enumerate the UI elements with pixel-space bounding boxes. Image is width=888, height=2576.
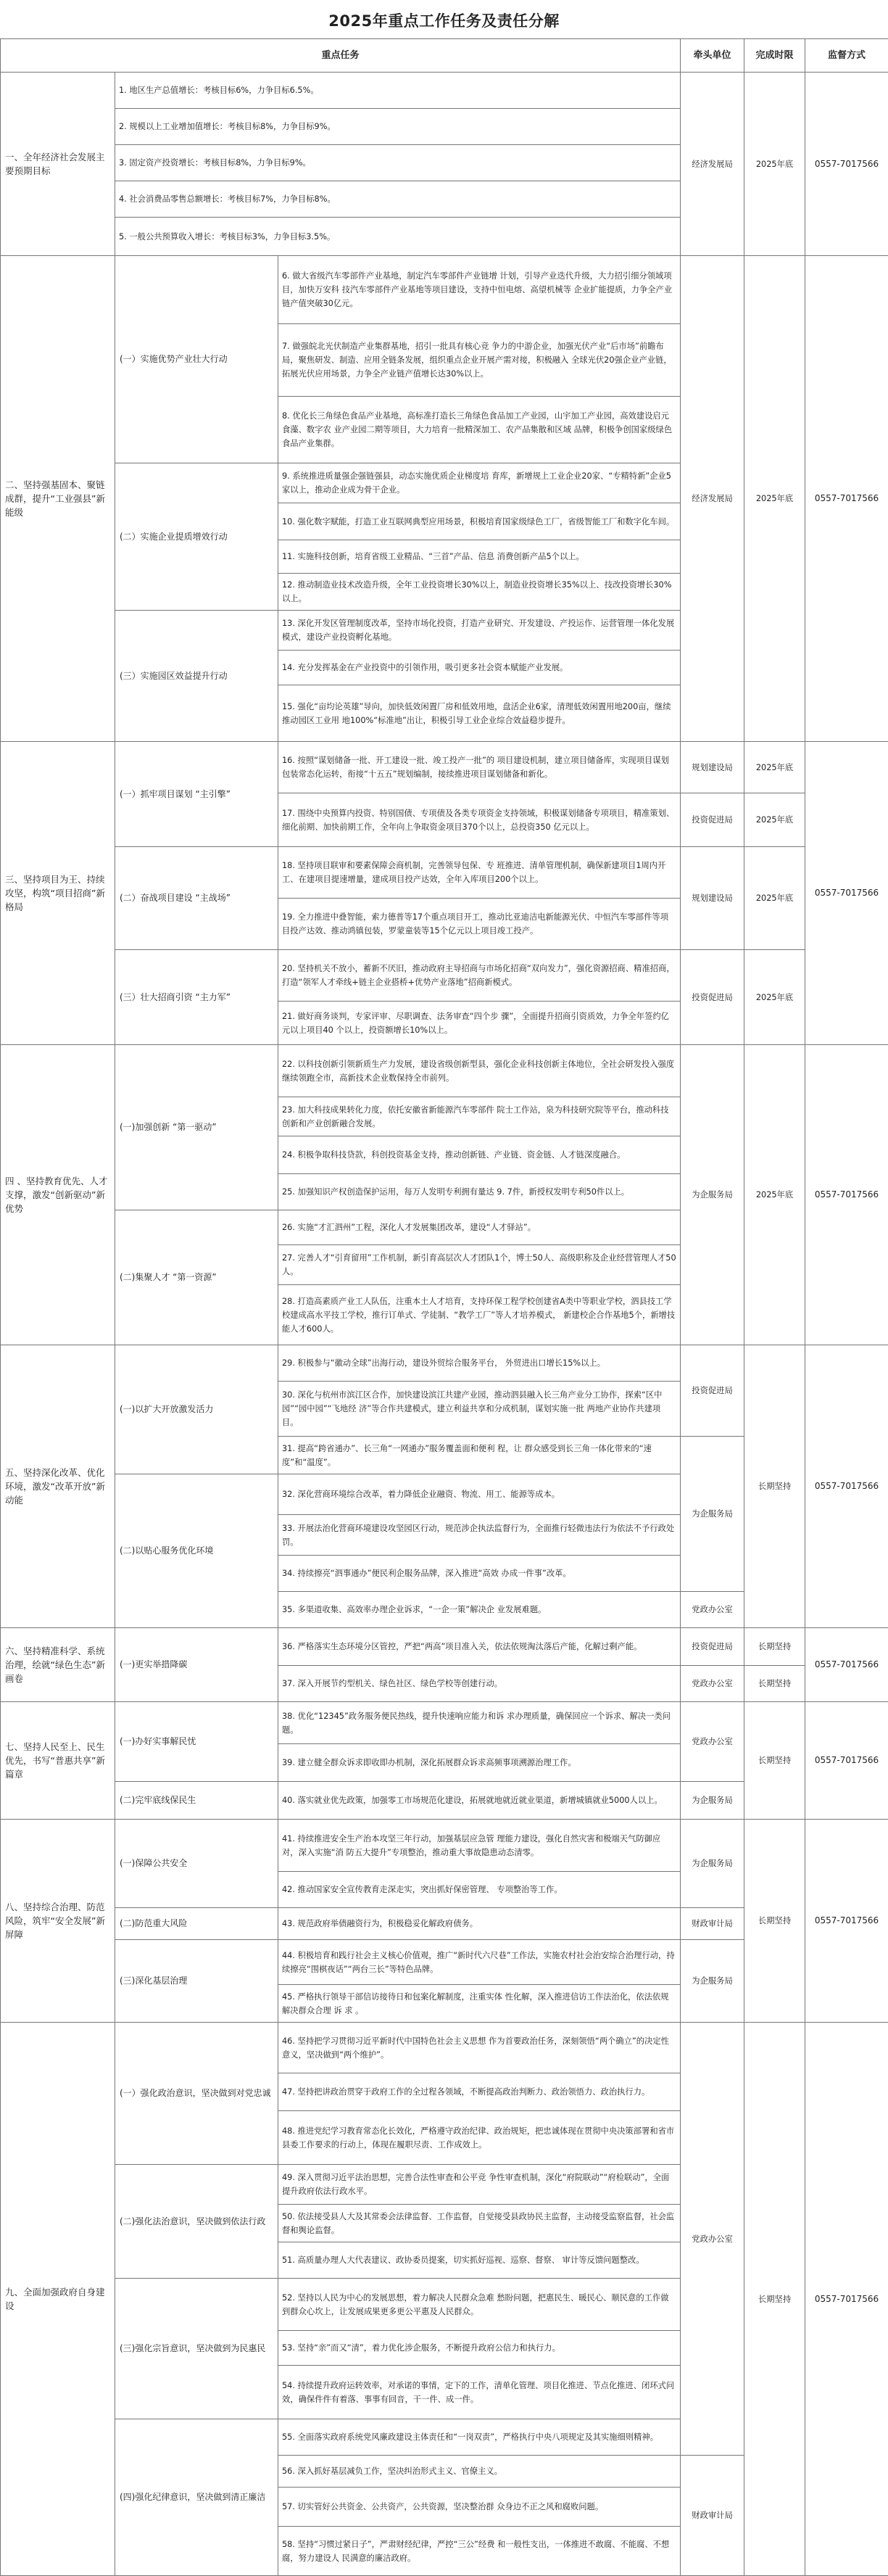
lead-unit-cell: 经济发展局 [681,256,744,742]
subcategory-cell: (二)防范重大风险 [115,1908,278,1940]
task-cell: 54. 持续提升政府运转效率，对承诺的事情，定下的工作，清单化管理、项目化推进、节点化推进、闭环式问效，确保件件有着落、事事有回音，干一件、成一件。 [278,2366,681,2419]
task-cell: 40. 落实就业优先政策，加强零工市场规范化建设，拓展就地就近就业渠道，新增城镇就业5000人以上。 [278,1782,681,1820]
table-row [1,1628,888,1666]
category-cell: 八、坚持综合治理、防范风险，筑牢“安全发展”新屏障 [1,1820,115,2023]
subcategory-cell: (一）抓牢项目谋划 “主引擎” [115,742,278,847]
deadline-cell: 2025年底 [744,793,805,847]
task-cell: 23. 加大科技成果转化力度，依托安徽省新能源汽车零部件 院士工作站，泉为科技研究院等平台，推动科技创新和产业创新融合发展。 [278,1097,681,1136]
task-cell: 58. 坚持“习惯过紧日子”，严肃财经纪律，严控“三公”经费 和一般性支出，一体推进不敢腐、不能腐、不想腐，努力建设人 民满意的廉洁政府。 [278,2527,681,2576]
task-cell: 43. 规范政府举债融资行为，积极稳妥化解政府债务。 [278,1908,681,1940]
task-cell: 20. 坚持机关不放小，蓄新不厌旧，推动政府主导招商与市场化招商“双向发力”，强化资源招商、精准招商，打造“领军人才牵线+链主企业搭桥+优势产业落地”招商新模式。 [278,950,681,1002]
task-cell: 33. 开展法治化营商环境建设攻坚园区行动，规范涉企执法监督行为，全面推行轻微违法行为依法不予行政处罚。 [278,1515,681,1556]
lead-unit-cell: 党政办公室 [681,1666,744,1702]
subcategory-cell: (三)深化基层治理 [115,1940,278,2023]
task-cell: 37. 深入开展节约型机关、绿色社区、绿色学校等创建行动。 [278,1666,681,1702]
document-title: 2025年重点工作任务及责任分解 [0,0,888,38]
task-cell: 15. 强化“亩均论英雄”导向，加快低效闲置厂房和低效用地，盘活企业6家，清理低效闲置用地200亩，继续推动园区工业用 地100%“标准地”出让，积极引导工业企业综合效益稳步提升。 [278,685,681,742]
lead-unit-cell: 投资促进局 [681,1628,744,1666]
task-cell: 8. 优化长三角绿色食品产业基地，高标准打造长三角绿色食品加工产业园，山宇加工产业园，高效建设启元食藻、数字农 业产业园二期等项目，大力培育一批精深加工、农产品集散和区域 品牌，积极争创国家级绿色食品产业集群。 [278,397,681,463]
task-cell: 51. 高质量办理人大代表建议、政协委员提案，切实抓好巡视、巡察、督察、 审计等反馈问题整改。 [278,2242,681,2279]
task-cell: 57. 切实管好公共资金、公共资产，公共资源，坚决整治群 众身边不正之风和腐败问题。 [278,2488,681,2527]
subcategory-cell: (三）实施园区效益提升行动 [115,611,278,742]
task-cell: 19. 全力推进中叠智能，索力德普等17个重点项目开工，推动比亚迪洁电新能源光伏、中恒汽车零部件等项目投产达效、推动鸿镇包装，罗蒙童装等15个亿元以上项目竣工投产。 [278,899,681,950]
lead-unit-cell: 为企服务局 [681,1437,744,1592]
lead-unit-cell: 投资促进局 [681,793,744,847]
lead-unit-cell: 为企服务局 [681,1782,744,1820]
lead-unit-cell: 投资促进局 [681,1345,744,1437]
contact-cell: 0557-7017566 [805,2023,888,2576]
task-cell: 34. 持续擦亮“泗事通办”便民利企服务品牌，深入推进“高效 办成一件事”改革。 [278,1556,681,1592]
task-cell: 42. 推动国家安全宣传教育走深走实，突出抓好保密管理、 专项整治等工作。 [278,1872,681,1908]
deadline-cell: 长期坚持 [744,2023,805,2576]
lead-unit-cell: 投资促进局 [681,950,744,1045]
category-cell: 六、坚持精准科学、系统治理，绘就“绿色生态”新画卷 [1,1628,115,1702]
task-cell: 17. 围绕中央预算内投资、特别国债、专项债及各类专项资金支持领域，积极谋划储备专项项目，精准策划、细化前期、加快前期工作，全年向上争取资金项目370个以上，总投资350 亿元以上。 [278,793,681,847]
lead-unit-cell: 为企服务局 [681,1820,744,1908]
table-row [1,742,888,793]
subcategory-cell: (一）实施优势产业壮大行动 [115,256,278,463]
category-cell: 二、坚持强基固本、聚链成群，提升“工业强县”新能级 [1,256,115,742]
task-cell: 24. 积极争取科技贷款，科创投资基金支持，推动创新链、产业链、资金链、人才链深度融合。 [278,1136,681,1174]
task-cell: 30. 深化与杭州市滨江区合作，加快建设滨江共建产业园，推动泗县融入长三角产业分工协作，探索“区中园”“园中园”“飞地经 济”等合作共建模式，建立利益共享和分成机制，谋划实施一批 两地产业协作共建项目。 [278,1382,681,1437]
table-row [1,1702,888,1744]
task-cell: 52. 坚持以人民为中心的发展思想，着力解决人民群众急难 愁盼问题，把惠民生、暖民心、顺民意的工作做到群众心坎上，让发展成果更多更公平惠及人民群众。 [278,2279,681,2331]
lead-unit-cell: 规划建设局 [681,847,744,950]
header-lead-unit: 牵头单位 [681,39,744,73]
table-row [1,847,888,899]
contact-cell: 0557-7017566 [805,1702,888,1820]
task-cell: 44. 积极培育和践行社会主义核心价值观，推广“新时代六尺巷”工作法，实施农村社会治安综合治理行动，持续擦亮“围棋夜话”“两台三长”等特色品牌。 [278,1940,681,1985]
task-cell: 21. 做好商务谈判，专家评审、尽职调查、法务审查“四个步 骤”，全面提升招商引资质效，力争全年签约亿元以上项目40 个以上，投资额增长10%以上。 [278,1002,681,1045]
contact-cell: 0557-7017566 [805,1820,888,2023]
subcategory-cell: (一)以扩大开放激发活力 [115,1345,278,1474]
task-cell: 39. 建立健全群众诉求即收即办机制，深化拓展群众诉求高频事项溯源治理工作。 [278,1744,681,1782]
lead-unit-cell: 财政审计局 [681,2456,744,2576]
table-row [1,256,888,324]
lead-unit-cell: 为企服务局 [681,1045,744,1345]
table-row [1,73,888,109]
task-cell: 35. 多渠道收集、高效率办理企业诉求，“一企一策”解决企 业发展难题。 [278,1592,681,1628]
task-cell: 36. 严格落实生态环境分区管控，严把“两高”项目准入关，依法依规淘汰落后产能，化解过剩产能。 [278,1628,681,1666]
task-cell: 48. 推进党纪学习教育常态化长效化，严格遵守政治纪律、政治规矩，把忠诚体现在贯彻中央决策部署和省市县委工作要求的行动上，体现在履职尽责、工作成效上。 [278,2111,681,2165]
task-cell: 12. 推动制造业技术改造升级，全年工业投资增长30%以上，制造业投资增长35%以上、技改投资增长30%以上。 [278,574,681,611]
category-cell: 一、全年经济社会发展主要预期目标 [1,73,115,256]
deadline-cell: 长期坚持 [744,1820,805,2023]
subcategory-cell: (三)强化宗旨意识，坚决做到为民惠民 [115,2279,278,2419]
task-cell: 22. 以科技创新引领新质生产力发展，建设省级创新型县，强化企业科技创新主体地位，全社会研发投入强度继续领跑全市，高新技术企业数保持全市前列。 [278,1045,681,1097]
responsibility-table [0,38,888,2576]
task-cell: 50. 依法接受县人大及其常委会法律监督、工作监督，自觉接受县政协民主监督，主动接受监察监督，社会监督和舆论监督。 [278,2205,681,2242]
table-row [1,1345,888,1382]
deadline-cell: 长期坚持 [744,1628,805,1666]
table-row [1,1045,888,1097]
task-cell: 6. 做大省级汽车零部件产业基地，制定汽车零部件产业链增 计划，引导产业迭代升级，大力招引细分领域项目，加快万安科 技汽车零部件产业基地等项目建设，支持中恒电熔、高望机械等 企业扩能提质，力争全产业链产值突破30亿元。 [278,256,681,324]
subcategory-cell: (一）强化政治意识，坚决做到对党忠诚 [115,2023,278,2165]
deadline-cell: 2025年底 [744,73,805,256]
task-cell: 41. 持续推进安全生产治本攻坚三年行动，加强基层应急管 理能力建设，强化自然灾害和极端天气防御应对，深入实施“消 防五大提升”专项整治，推动重大事故隐患动态清零。 [278,1820,681,1872]
subcategory-cell: (一)办好实事解民忧 [115,1702,278,1782]
task-cell: 32. 深化营商环境综合改革，着力降低企业融资、物流、用工、能源等成本。 [278,1474,681,1515]
subcategory-cell: (二）奋战项目建设 “主战场” [115,847,278,950]
task-cell: 56. 深入抓好基层减负工作，坚决纠治形式主义、官僚主义。 [278,2456,681,2488]
task-cell: 27. 完善人才“引育留用”工作机制，新引育高层次人才团队1个，博士50人、高级职称及企业经营管理人才50人。 [278,1245,681,1285]
header-supervision: 监督方式 [805,39,888,73]
task-cell: 31. 提高“跨省通办”、长三角“一网通办”服务覆盖面和便利 程，让 群众感受到长三角一体化带来的“速度”和“温度”。 [278,1437,681,1474]
task-cell: 16. 按照“谋划储备一批、开工建设一批、竣工投产一批”的 项目建设机制，建立项目储备库，实现项目谋划包装常态化运转，衔接“十五五”规划编制，接续推进项目谋划储备和新化。 [278,742,681,793]
subcategory-cell: (一)加强创新 “第一驱动” [115,1045,278,1210]
contact-cell: 0557-7017566 [805,1345,888,1628]
subcategory-cell: (二)集聚人才 “第一资源” [115,1210,278,1345]
task-cell: 46. 坚持把学习贯彻习近平新时代中国特色社会主义思想 作为首要政治任务，深刻领悟“两个确立”的决定性意义，坚决做到“两个维护”。 [278,2023,681,2073]
contact-cell: 0557-7017566 [805,1628,888,1702]
task-cell: 2. 规模以上工业增加值增长：考核目标8%，力争目标9%。 [115,109,681,145]
lead-unit-cell: 党政办公室 [681,2023,744,2456]
subcategory-cell: (二)强化法治意识，坚决做到依法行政 [115,2165,278,2279]
deadline-cell: 2025年底 [744,256,805,742]
task-cell: 45. 严格执行领导干部信访接待日和包案化解制度，注重实体 性化解，深入推进信访工作法治化，依法依规解决群众合理 诉 求 。 [278,1985,681,2023]
contact-cell: 0557-7017566 [805,1045,888,1345]
task-cell: 10. 强化数字赋能，打造工业互联网典型应用场景，积极培育国家级绿色工厂，省级智能工厂和数字化车间。 [278,503,681,540]
subcategory-cell: (二)完牢底线保民生 [115,1782,278,1820]
task-cell: 9. 系统推进质量强企强链强县，动态实施优质企业梯度培 育库，新增规上工业企业20家、“专精特新”企业5家以上，推动企业成为骨干企业。 [278,463,681,503]
lead-unit-cell: 规划建设局 [681,742,744,793]
task-cell: 5. 一般公共预算收入增长：考核目标3%，力争目标3.5%。 [115,218,681,256]
category-cell: 三、坚持项目为王、持续攻坚，构筑“项目招商”新格局 [1,742,115,1045]
lead-unit-cell: 党政办公室 [681,1702,744,1782]
category-cell: 四 、坚持教育优先、人才支撑，激发“创新驱动”新优势 [1,1045,115,1345]
task-cell: 1. 地区生产总值增长：考核目标6%，力争目标6.5%。 [115,73,681,109]
deadline-cell: 2025年底 [744,950,805,1045]
lead-unit-cell: 为企服务局 [681,1940,744,2023]
lead-unit-cell: 财政审计局 [681,1908,744,1940]
deadline-cell: 长期坚持 [744,1702,805,1820]
deadline-cell: 长期坚持 [744,1345,805,1628]
contact-cell: 0557-7017566 [805,742,888,1045]
table-row [1,950,888,1002]
table-row [1,1820,888,1872]
contact-cell: 0557-7017566 [805,256,888,742]
contact-cell: 0557-7017566 [805,73,888,256]
task-cell: 47. 坚持把讲政治贯穿于政府工作的全过程各领域，不断提高政治判断力、政治领悟力、政治执行力。 [278,2073,681,2111]
task-cell: 29. 积极参与“徽动全球”出海行动，建设外贸综合服务平台， 外贸进出口增长15%以上。 [278,1345,681,1382]
task-cell: 18. 坚持项目联审和要素保障会商机制，完善领导包保、专 班推进、清单管理机制，确保新建项目1周内开工、在建项目提速增量，建成项目投产达效，全年入库项目200个以上。 [278,847,681,899]
task-cell: 3. 固定资产投资增长：考核目标8%，力争目标9%。 [115,145,681,181]
task-cell: 49. 深入贯彻习近平法治思想，完善合法性审查和公平竞 争性审查机制，深化“府院联动”“府检联动”，全面提升政府依法行政水平。 [278,2165,681,2205]
task-cell: 14. 充分发挥基金在产业投资中的引领作用，吸引更多社会资本赋能产业发展。 [278,651,681,685]
category-cell: 五、坚持深化改革、优化环境，激发“改革开放”新动能 [1,1345,115,1628]
header-task: 重点任务 [1,39,681,73]
task-cell: 7. 做强皖北光伏制造产业集群基地，招引一批具有核心竞 争力的中游企业，加强光伏产业“后市场”前瞻布局，聚焦研发、制造、应用全链条发展，组织重点企业开展产需对接，积极融入 全球光伏20强企业产业链，拓展光伏应用场景，力争全产业链产值增长达30%以上。 [278,324,681,397]
category-cell: 九、全面加强政府自身建设 [1,2023,115,2576]
task-cell: 53. 坚持“亲”而又“清”，着力优化涉企服务，不断提升政府公信力和执行力。 [278,2331,681,2366]
task-cell: 13. 深化开发区管理制度改革，坚持市场化投资，打造产业研究、开发建设、产投运作、运营管理一体化发展模式，建设产业投资孵化基地。 [278,611,681,651]
header-deadline: 完成时限 [744,39,805,73]
task-cell: 26. 实施“才汇泗州”工程，深化人才发展集团改革，建设“人才驿站”。 [278,1210,681,1245]
task-cell: 11. 实施科技创新，培育省级工业精品、“三首”产品、信息 消费创新产品5个以上。 [278,540,681,574]
deadline-cell: 长期坚持 [744,1666,805,1702]
subcategory-cell: (三）壮大招商引资 “主力军” [115,950,278,1045]
subcategory-cell: (四)强化纪律意识，坚决做到清正廉洁 [115,2419,278,2576]
deadline-cell: 2025年底 [744,1045,805,1345]
task-cell: 38. 优化“12345”政务服务便民热线，提升快速响应能力和诉 求办理质量，确保回应一个诉求、解决一类问题。 [278,1702,681,1744]
lead-unit-cell: 经济发展局 [681,73,744,256]
subcategory-cell: (一)更实举措降碳 [115,1628,278,1702]
category-cell: 七、坚持人民至上、民生优先，书写“普惠共享”新篇章 [1,1702,115,1820]
subcategory-cell: (一)保障公共安全 [115,1820,278,1908]
table-row [1,2023,888,2073]
subcategory-cell: (二）实施企业提质增效行动 [115,463,278,611]
task-cell: 28. 打造高素质产业工人队伍，注重本土人才培育，支持环保工程学校创建省A类中等职业学校，泗县技工学校建成高水平技工学校，推行订单式、学徒制、“教学工厂”等人才培养模式， 新建校企合作基地5个，新增技能人才600人。 [278,1285,681,1345]
task-cell: 55. 全面落实政府系统党风廉政建设主体责任和“一岗双责”，严格执行中央八项规定及其实施细则精神。 [278,2419,681,2456]
task-cell: 4. 社会消费品零售总额增长：考核目标7%，力争目标8%。 [115,181,681,218]
header-row [1,39,888,73]
deadline-cell: 2025年底 [744,742,805,793]
task-cell: 25. 加强知识产权创造保护运用，每万人发明专利拥有量达 9. 7件，新授权发明专利50件以上。 [278,1174,681,1210]
lead-unit-cell: 党政办公室 [681,1592,744,1628]
deadline-cell: 2025年底 [744,847,805,950]
subcategory-cell: (二)以贴心服务优化环境 [115,1474,278,1628]
